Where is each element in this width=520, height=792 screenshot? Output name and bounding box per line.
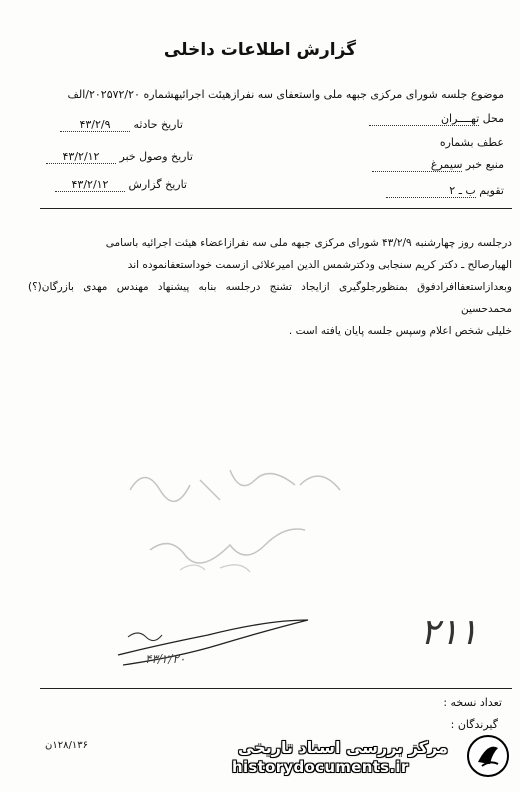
- calendar-value: ب ـ ۲: [386, 184, 476, 198]
- body-line: وبعدازاستعفاافرادفوق بمنظورجلوگیری ازایجاد تشنج درجلسه بنابه پیشنهاد مهندس مهدی بازرگان(؟) محمدحسین: [28, 281, 512, 315]
- source-label: منبع خبر: [465, 158, 504, 171]
- subject-label: موضوع: [470, 88, 504, 101]
- subject-row: [14, 88, 504, 101]
- body-line: الهیارصالح ـ دکتر کریم سنجابی ودکترشمس الدین امیرعلائی ازسمت خوداستعفانموده اند: [127, 259, 512, 271]
- faint-handwriting-drawing: [110, 450, 370, 600]
- document-title: گزارش اطلاعات داخلی: [163, 40, 357, 60]
- body-line: خلیلی شخص اعلام وسپس جلسه پایان یافته است .: [288, 325, 512, 337]
- event-date-row: [60, 118, 183, 132]
- reference-number: ۲۰۲۵۷۲/۲۰/الف: [67, 88, 140, 101]
- report-body: [28, 232, 512, 342]
- watermark-url[interactable]: historydocuments.ir: [232, 758, 409, 776]
- signature-drawing: [108, 615, 318, 675]
- watermark-org-name: مرکز بررسی اسناد تاریخی: [238, 738, 448, 757]
- body-line: درجلسه روز چهارشنبه ۴۳/۲/۹ شورای مرکزی جبهه ملی سه نفرازاعضاء هیئت اجرائیه باسامی: [105, 237, 512, 249]
- footer-code: ۱۲۸/۱۳۶ن: [45, 740, 88, 751]
- source-value: سیمرغ: [372, 158, 462, 172]
- ref-row: [440, 136, 504, 149]
- recipients-label: گیرندگان :: [450, 718, 498, 731]
- report-date-row: [55, 178, 187, 192]
- place-label: محل: [482, 112, 504, 125]
- event-date-label: تاریخ حادثه: [133, 118, 183, 131]
- footer-separator: [40, 688, 512, 689]
- archive-logo-icon: [466, 734, 510, 778]
- report-date-label: تاریخ گزارش: [128, 178, 187, 191]
- calendar-label: تقویم: [479, 184, 504, 197]
- signature-date: ۴۳/۲/۲۰: [145, 652, 186, 666]
- ref-label: عطف بشماره: [439, 136, 504, 149]
- event-date-value: ۴۳/۲/۹: [60, 118, 130, 132]
- received-date-row: [46, 150, 193, 164]
- calendar-row: [386, 184, 504, 198]
- header-separator: [40, 208, 512, 209]
- report-date-value: ۴۳/۲/۱۲: [55, 178, 125, 192]
- received-date-value: ۴۳/۲/۱۲: [46, 150, 116, 164]
- source-row: [372, 158, 504, 172]
- handwritten-note: ۲۱۱: [420, 612, 479, 653]
- place-row: [369, 112, 504, 126]
- place-value: تهــــران: [369, 112, 479, 126]
- copies-label: تعداد نسخه :: [443, 696, 502, 709]
- subject-value: جلسه شورای مرکزی جبهه ملی واستعفای سه نفرازهیئت اجرائیهشماره: [143, 88, 468, 101]
- received-date-label: تاریخ وصول خبر: [119, 150, 193, 163]
